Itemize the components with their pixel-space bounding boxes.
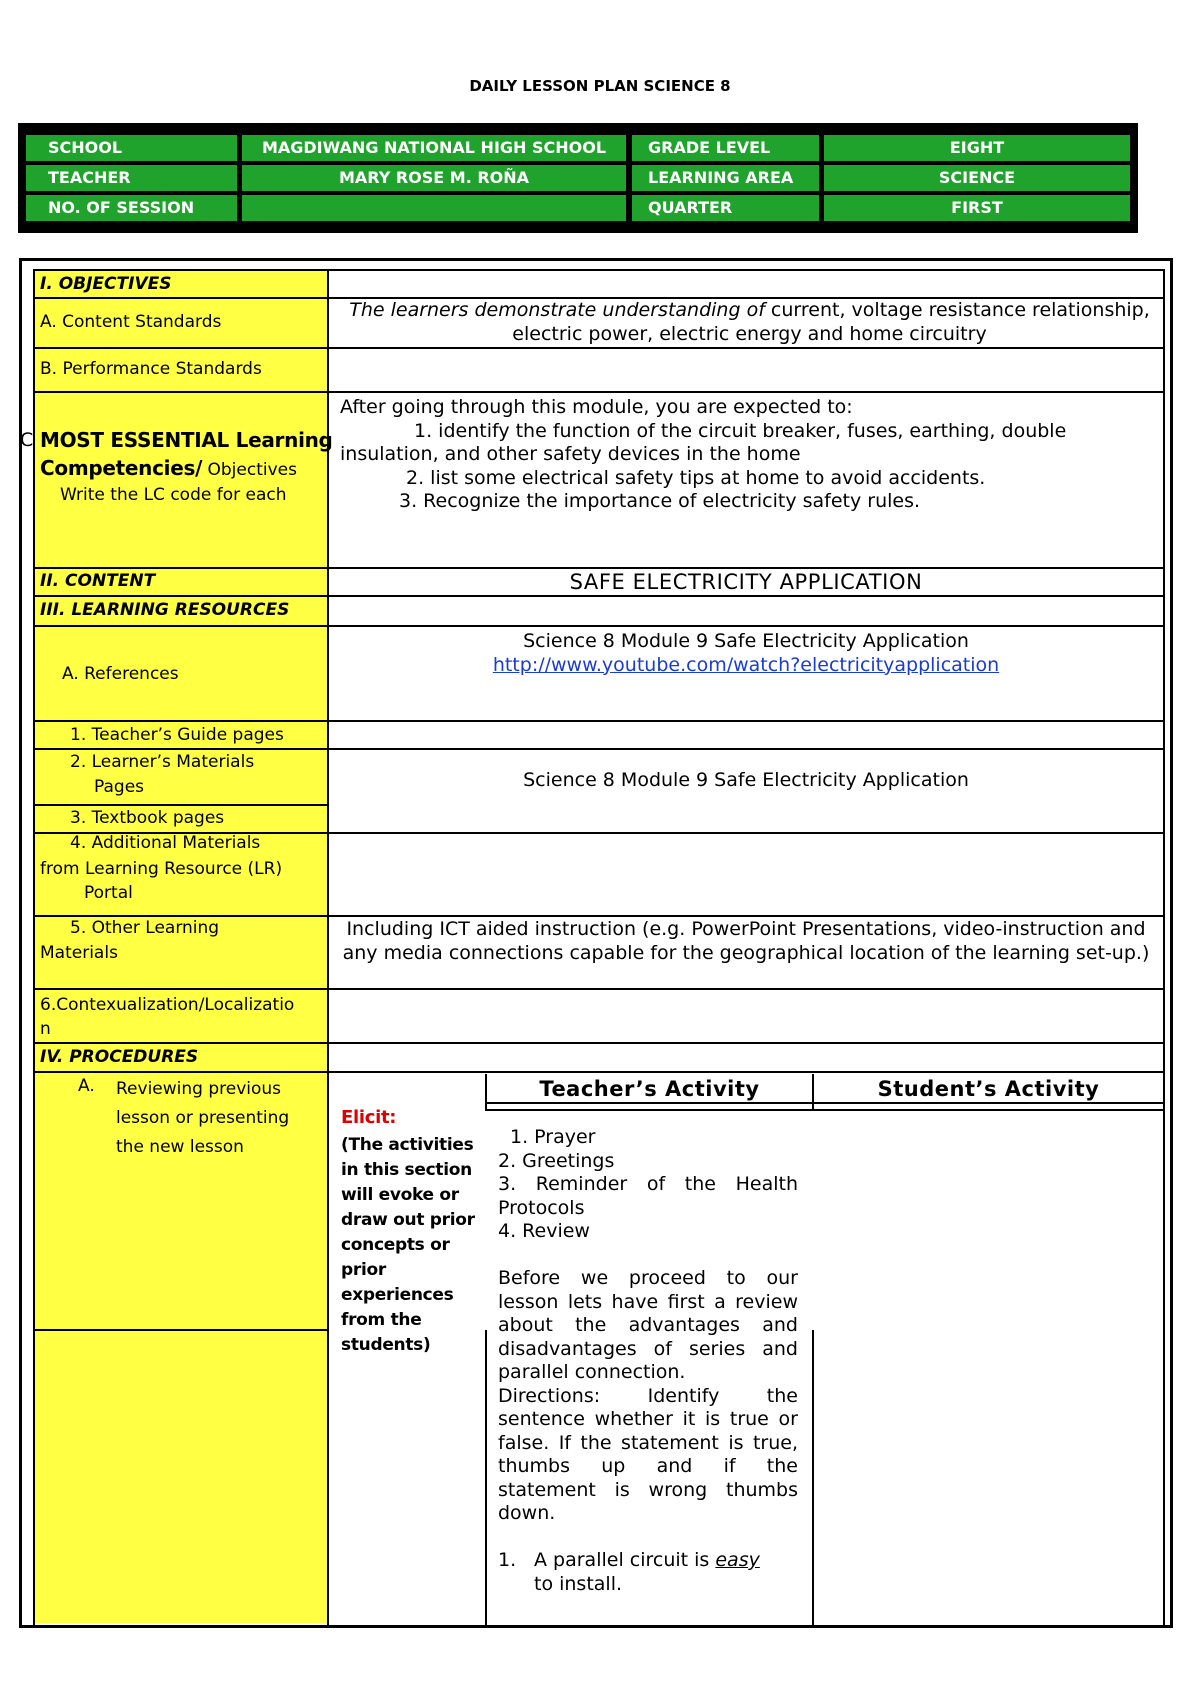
rule: [33, 720, 1165, 722]
melc-label-line3: Write the LC code for each: [60, 485, 287, 505]
additional-materials-label-line2: from Learning Resource (LR): [40, 859, 283, 879]
melc-item-2: 2. list some electrical safety tips at home to avoid accidents.: [406, 466, 986, 489]
teacher-activity-item-2: 2. Greetings: [498, 1149, 615, 1172]
additional-materials-label-line1: 4. Additional Materials: [70, 833, 261, 853]
references-link[interactable]: http://www.youtube.com/watch?electricityapplication: [492, 653, 1000, 676]
teacher-label: TEACHER: [26, 165, 237, 191]
question-1-number: 1.: [498, 1549, 517, 1571]
review-label-line3: the new lesson: [116, 1137, 244, 1157]
rule: [33, 1042, 1165, 1044]
teacher-activity-directions: Directions: Identify the sentence whether it is true or false. If the statement is true, thumbs up and if the statement is wrong thumbs down.: [498, 1384, 798, 1524]
rule: [33, 1329, 327, 1331]
objectives-label: I. OBJECTIVES: [40, 274, 172, 294]
learners-materials-label-line1: 2. Learner’s Materials: [70, 752, 255, 772]
teachers-guide-label: 1. Teacher’s Guide pages: [70, 725, 284, 745]
session-value: [242, 195, 626, 221]
content-standards-value: [342, 299, 1157, 346]
references-link-cell: [329, 654, 1163, 678]
teacher-activity-item-3: 3. Reminder of the Health Protocols: [498, 1173, 798, 1219]
learners-materials-label-line2: Pages: [94, 777, 145, 797]
other-materials-value: Including ICT aided instruction (e.g. PowerPoint Presentations, video-instruction and any media connections capable for the geographical location of the learning set-up.): [342, 918, 1150, 964]
rule: [33, 625, 1165, 627]
content-value: SAFE ELECTRICITY APPLICATION: [569, 570, 923, 594]
student-activity-header: Student’s Activity: [877, 1077, 1100, 1101]
references-label: A. References: [62, 664, 179, 684]
left-rule: [33, 269, 35, 1625]
document-title: DAILY LESSON PLAN SCIENCE 8: [469, 77, 731, 95]
melc-stray-letter: C: [20, 429, 34, 451]
lesson-plan-table: [19, 258, 1173, 1628]
school-label: SCHOOL: [26, 135, 237, 161]
content-standards-lead: The learners demonstrate understanding of: [349, 299, 765, 321]
quarter-value: FIRST: [824, 195, 1130, 221]
learning-area-value: SCIENCE: [824, 165, 1130, 191]
rule: [485, 1102, 1165, 1104]
question-1-emphasis: easy: [715, 1549, 760, 1571]
melc-label-competencies: Competencies/: [40, 456, 203, 480]
session-label: NO. OF SESSION: [26, 195, 237, 221]
grade-level-value: EIGHT: [824, 135, 1130, 161]
learning-area-label: LEARNING AREA: [632, 165, 819, 191]
references-value: Science 8 Module 9 Safe Electricity Application: [523, 630, 969, 652]
melc-item-3: 3. Recognize the importance of electricity safety rules.: [399, 490, 921, 512]
review-label-line1: Reviewing previous: [116, 1079, 282, 1099]
rule: [33, 988, 1165, 990]
teacher-activity-paragraph: Before we proceed to our lesson lets have first a review about the advantages and disadvantages of series and parallel connection.: [498, 1267, 798, 1383]
content-label: II. CONTENT: [40, 571, 156, 591]
elicit-title: [341, 1105, 481, 1130]
additional-materials-label-line3: Portal: [84, 883, 133, 903]
textbook-pages-label: 3. Textbook pages: [70, 808, 225, 828]
melc-label-objectives: Objectives: [202, 460, 297, 480]
elicit-note: (The activities in this section will evoke or draw out prior concepts or prior experiences from the students): [341, 1135, 475, 1355]
teacher-value: MARY ROSE M. ROÑA: [242, 165, 626, 191]
question-1-suffix: to install.: [534, 1572, 623, 1595]
contextualization-label-line2: n: [40, 1019, 51, 1039]
procedures-label: IV. PROCEDURES: [40, 1047, 199, 1067]
teacher-activity-item-1: 1. Prayer: [510, 1126, 596, 1148]
rule: [33, 804, 327, 806]
rule: [485, 1109, 1165, 1111]
teacher-activity-item-4: 4. Review: [498, 1220, 590, 1242]
lesson-info-grid: [18, 123, 1138, 233]
question-1-prefix: A parallel circuit is: [534, 1549, 716, 1571]
content-standards-label: A. Content Standards: [40, 312, 222, 332]
school-value: MAGDIWANG NATIONAL HIGH SCHOOL: [242, 135, 626, 161]
learning-resources-label: III. LEARNING RESOURCES: [40, 600, 290, 620]
elicit-title-text: Elicit:: [341, 1107, 397, 1128]
melc-item-1: 1. identify the function of the circuit breaker, fuses, earthing, double insulation, and other safety devices in the home: [340, 419, 1067, 465]
activity-divider: [812, 1330, 814, 1625]
learners-materials-value: Science 8 Module 9 Safe Electricity Application: [523, 769, 969, 791]
grade-level-label: GRADE LEVEL: [632, 135, 819, 161]
label-divider: [327, 269, 329, 1625]
quarter-label: QUARTER: [632, 195, 819, 221]
elicit-divider: [485, 1330, 487, 1625]
melc-label-line1: MOST ESSENTIAL Learning: [40, 428, 333, 452]
right-rule: [1163, 269, 1165, 1625]
rule-top: [33, 269, 1165, 271]
rule: [33, 347, 1165, 349]
question-1-text: [534, 1549, 804, 1596]
rule: [33, 748, 1165, 750]
other-materials-label-line2: Materials: [40, 943, 118, 963]
other-materials-label-line1: 5. Other Learning: [70, 918, 220, 938]
performance-standards-label: B. Performance Standards: [40, 359, 262, 379]
teacher-activity-header: Teacher’s Activity: [539, 1077, 760, 1101]
rule: [33, 1071, 1165, 1073]
review-letter: A.: [78, 1076, 95, 1096]
melc-intro: After going through this module, you are expected to:: [340, 396, 853, 418]
content-standards-rest: current, voltage resistance relationship, electric power, electric energy and home circuitry: [512, 299, 1150, 345]
melc-label-line2: [40, 454, 297, 484]
review-label-line2: lesson or presenting: [116, 1108, 290, 1128]
rule: [33, 391, 1165, 393]
contextualization-label-line1: 6.Contexualization/Localizatio: [40, 995, 295, 1015]
